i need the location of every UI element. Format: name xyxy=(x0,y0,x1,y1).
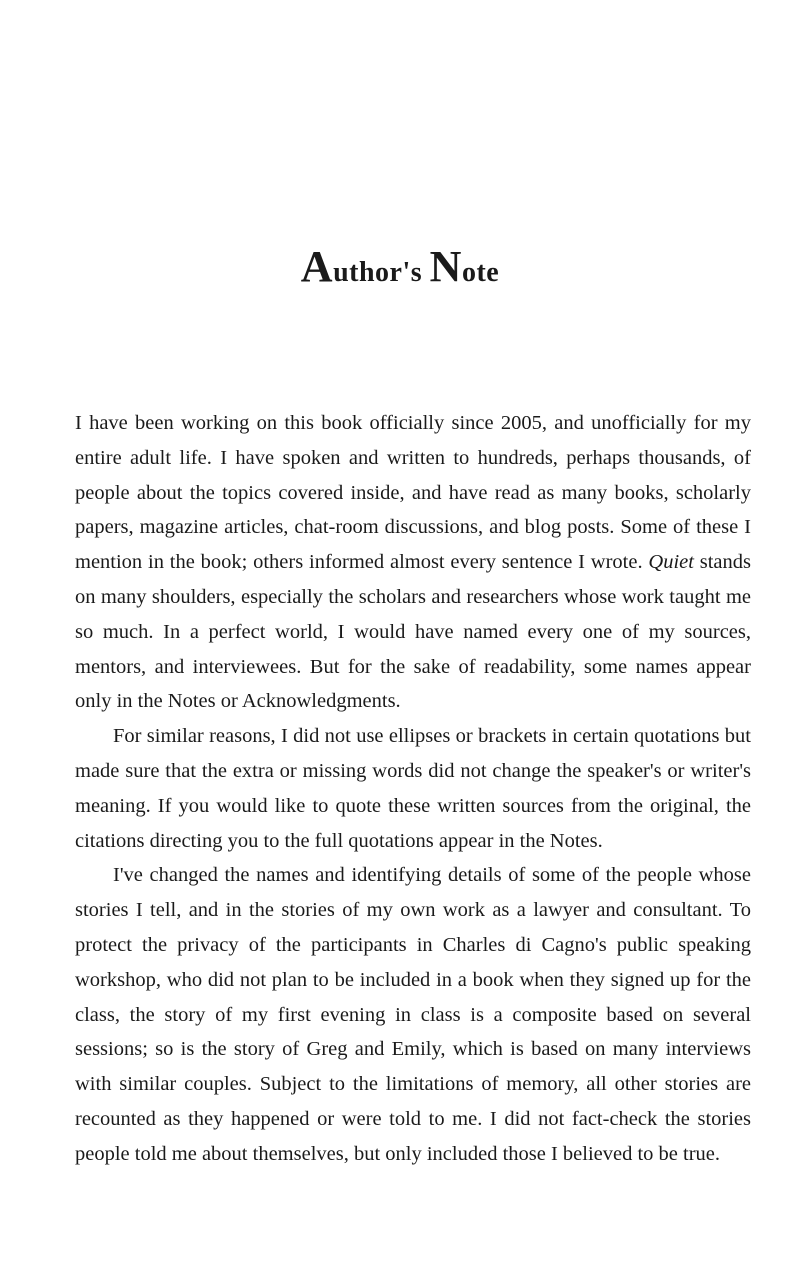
paragraph-3: I've changed the names and identifying details of some of the people whose stories I tell, and in the stories of my own work as a lawyer and consultant. To protect the privacy of the participants in Charles di Cagno's public speaking workshop, who did not plan to be included in a book when they signed up for the class, the story of my first evening in class is a composite based on several sessions; so is the story of Greg and Emily, which is based on many interviews with similar couples. Subject to the limitations of memory, all other stories are recounted as they happened or were told to me. I did not fact-check the stories people told me about themselves, but only included those I believed to be true. xyxy=(75,864,751,1165)
title-initial-b: N xyxy=(429,241,462,291)
paragraph-1 xyxy=(75,406,751,719)
title-part-a: uthor's xyxy=(333,256,430,288)
title-part-b: ote xyxy=(461,256,500,288)
paragraph-1-text-b: stands on many shoulders, especially the scholars and researchers whose work taught me so much. In a perfect world, I would have named every one of my sources, mentors, and interviewees. But for the sake of readability, some names appear only in the Notes or Acknowledgments. xyxy=(75,551,752,713)
paragraph-1-text-a: I have been working on this book officially since 2005, and unofficially for my entire adult life. I have spoken and written to hundreds, perhaps thousands, of people about the topics covered inside, and have read as many books, scholarly papers, magazine articles, chat-room discussions, and blog posts. Some of these I mention in the book; others informed almost every sentence I wrote. xyxy=(75,412,751,574)
paragraph-2: For similar reasons, I did not use ellipses or brackets in certain quotations but made sure that the extra or missing words did not change the speaker's or writer's meaning. If you would like to quote these written sources from the original, the citations directing you to the full quotations appear in the Notes. xyxy=(75,725,751,852)
book-title-italic: Quiet xyxy=(648,551,694,574)
title-initial-a: A xyxy=(300,241,334,291)
body-text xyxy=(75,406,751,1172)
page-title xyxy=(0,241,800,292)
